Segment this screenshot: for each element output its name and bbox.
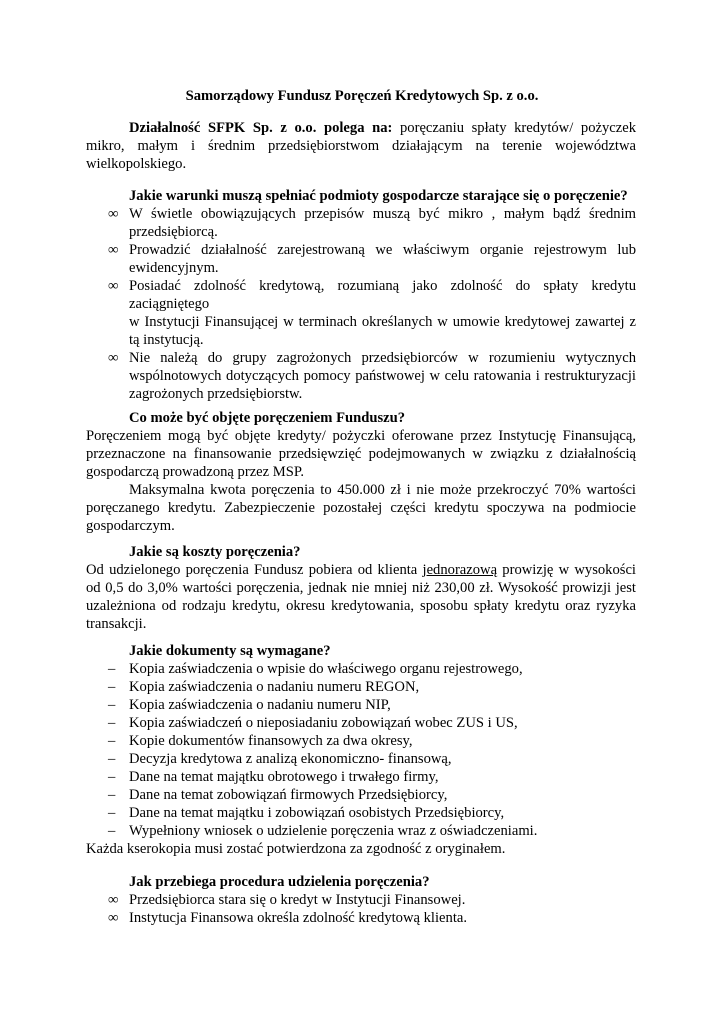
dash-bullet-icon: – (108, 661, 116, 677)
list-item: ∞ Instytucja Finansowa określa zdolność kredytową klienta. (108, 910, 468, 926)
intro-bold: Działalność SFPK Sp. z o.o. polega na: (129, 120, 393, 136)
document-title: Samorządowy Fundusz Poręczeń Kredytowych Sp. z o.o. (185, 88, 539, 104)
conditions-section (86, 187, 636, 403)
documents-note: Każda kserokopia musi zostać potwierdzona za zgodność z oryginałem. (86, 841, 506, 857)
scope-paragraph-1: Poręczeniem mogą być objęte kredyty/ pożyczki oferowane przez Instytucję Finansującą, przeznaczone na finansowanie przedsięwzięć podejmowanych w związku z działalnością gospodarczą prowadzoną przez MSP. (86, 428, 636, 480)
list-item: ∞ Przedsiębiorca stara się o kredyt w Instytucji Finansowej. (108, 892, 466, 908)
intro-section (86, 119, 636, 173)
list-item: – Kopia zaświadczeń o nieposiadaniu zobowiązań wobec ZUS i US, (108, 715, 518, 731)
conditions-list (86, 205, 636, 403)
documents-list (86, 660, 636, 840)
dash-bullet-icon: – (108, 787, 116, 803)
list-item: ∞ W świetle obowiązujących przepisów muszą być mikro , małym bądź średnim przedsiębiorcą. (108, 206, 636, 240)
dash-bullet-icon: – (108, 733, 116, 749)
underlined-term: jednorazową (422, 562, 498, 578)
costs-paragraph: Od udzielonego poręczenia Fundusz pobiera od klienta jednorazową prowizję w wysokości od 0,5 do 3,0% wartości poręczenia, jednak nie mniej niż 230,00 zł. Wysokość prowizji jest uzależniona od rodzaju kredytu, okresu kredytowania, sposobu spłaty kredytu oraz ryzyka transakcji. (86, 562, 636, 632)
intro-text: poręczaniu spłaty kredytów/ pożyczek mikro, małym i średnim przedsiębiorstwom działającym na terenie województwa wielkopolskiego. (86, 120, 636, 172)
scope-heading: Co może być objęte poręczeniem Funduszu? (129, 410, 406, 426)
costs-section (86, 543, 636, 633)
dash-bullet-icon: – (108, 715, 116, 731)
documents-section (86, 642, 636, 858)
list-item: – Kopia zaświadczenia o nadaniu numeru REGON, (108, 679, 420, 695)
list-item: – Dane na temat zobowiązań firmowych Przedsiębiorcy, (108, 787, 448, 803)
list-item: – Wypełniony wniosek o udzielenie poręczenia wraz z oświadczeniami. (108, 823, 538, 839)
dash-bullet-icon: – (108, 823, 116, 839)
infinity-bullet-icon: ∞ (108, 350, 119, 366)
list-item: – Kopie dokumentów finansowych za dwa okresy, (108, 733, 413, 749)
conditions-heading: Jakie warunki muszą spełniać podmioty gospodarcze starające się o poręczenie? (129, 188, 628, 204)
infinity-bullet-icon: ∞ (108, 242, 119, 258)
procedure-list (86, 891, 636, 927)
intro-paragraph (86, 119, 636, 173)
infinity-bullet-icon: ∞ (108, 892, 119, 908)
dash-bullet-icon: – (108, 751, 116, 767)
dash-bullet-icon: – (108, 679, 116, 695)
infinity-bullet-icon: ∞ (108, 206, 119, 222)
list-item: ∞ Nie należą do grupy zagrożonych przedsiębiorców w rozumieniu wytycznych wspólnotowych dotyczących pomocy państwowej w celu ratowania i restrukturyzacji zagrożonych przedsiębiorstw. (108, 350, 636, 402)
list-item: ∞ Posiadać zdolność kredytową, rozumianą jako zdolność do spłaty kredytu zaciągniętego w Instytucji Finansującej w terminach określanych w umowie kredytowej zawartej z tą instytucją. (108, 278, 636, 348)
infinity-bullet-icon: ∞ (108, 278, 119, 294)
list-item: – Decyzja kredytowa z analizą ekonomiczno- finansową, (108, 751, 452, 767)
dash-bullet-icon: – (108, 805, 116, 821)
scope-paragraph-2: Maksymalna kwota poręczenia to 450.000 zł i nie może przekroczyć 70% wartości poręczanego kredytu. Zabezpieczenie pozostałej części kredytu spoczywa na podmiocie gospodarczym. (86, 482, 636, 534)
documents-heading: Jakie dokumenty są wymagane? (129, 643, 331, 659)
scope-section (86, 409, 636, 535)
list-item: – Dane na temat majątku obrotowego i trwałego firmy, (108, 769, 439, 785)
list-item: – Kopia zaświadczenia o nadaniu numeru NIP, (108, 697, 391, 713)
infinity-bullet-icon: ∞ (108, 910, 119, 926)
list-item: ∞ Prowadzić działalność zarejestrowaną we właściwym organie rejestrowym lub ewidencyjnym. (108, 242, 636, 276)
dash-bullet-icon: – (108, 769, 116, 785)
list-item: – Kopia zaświadczenia o wpisie do właściwego organu rejestrowego, (108, 661, 523, 677)
list-item-continuation: w Instytucji Finansującej w terminach określanych w umowie kredytowej zawartej z tą instytucją. (129, 314, 636, 348)
costs-heading: Jakie są koszty poręczenia? (129, 544, 301, 560)
list-item: – Dane na temat majątku i zobowiązań osobistych Przedsiębiorcy, (108, 805, 505, 821)
procedure-heading: Jak przebiega procedura udzielenia poręczenia? (129, 874, 430, 890)
procedure-section (86, 873, 636, 927)
dash-bullet-icon: – (108, 697, 116, 713)
